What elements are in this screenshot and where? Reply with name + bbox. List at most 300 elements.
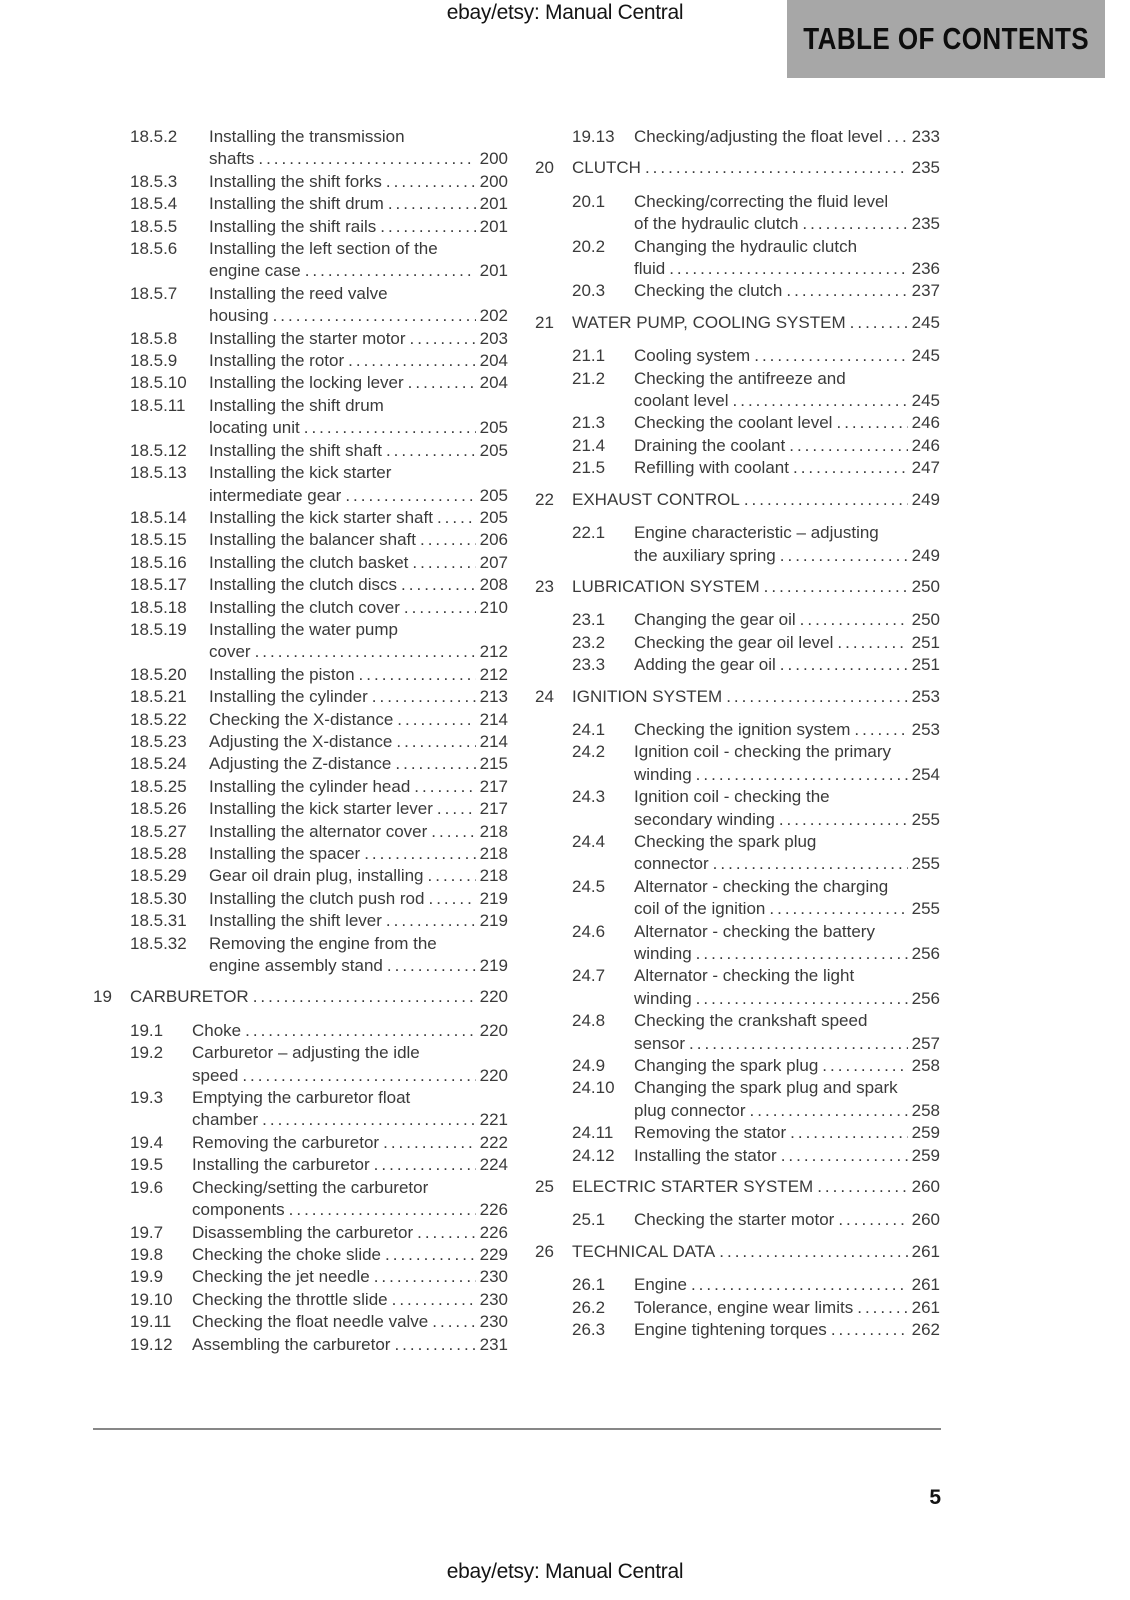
toc-entry-last-line [209,888,508,910]
toc-entry-body [192,1266,508,1288]
toc-entry-number: 18.5.5 [130,216,178,236]
dot-leader [838,1209,907,1231]
toc-entry-page: 213 [479,687,508,707]
toc-entry-body [634,1122,940,1144]
toc-entry-last-line [634,764,940,786]
toc-entry-last-line [634,988,940,1010]
toc-entry-last-line [634,1319,940,1341]
toc-entry-title-line: Checking the crankshaft speed [634,1011,868,1031]
toc-entry-last-line [209,641,508,663]
dot-leader [359,664,476,686]
toc-entry-last-line [209,574,508,596]
toc-entry-title: Checking the gear oil level [634,632,834,652]
dot-leader [696,988,908,1010]
toc-entry-page: 250 [911,610,940,630]
toc-entry-number: 24.2 [572,742,606,762]
toc-entry [93,529,508,551]
toc-entry-page: 201 [479,194,508,214]
toc-entry-last-line [209,910,508,932]
toc-entry-page: 219 [479,888,508,908]
toc-entry-page: 201 [479,216,508,236]
dot-leader [850,312,908,334]
dot-leader [428,865,476,887]
dot-leader [245,1020,475,1042]
toc-entry-body [209,821,508,843]
toc-entry-body [634,280,940,302]
toc-entry-body [209,372,508,394]
dot-leader [388,193,476,215]
toc-entry-title: Installing the kick starter shaft [209,507,433,527]
toc-entry-body [192,1177,508,1222]
toc-entry [93,686,508,708]
toc-entry-title: winding [634,944,692,963]
toc-entry-last-line [209,955,508,977]
dot-leader [781,1145,908,1167]
dot-leader [696,943,908,965]
toc-entry-number: 18.5.20 [130,664,187,684]
toc-entry-number: 21.3 [572,413,606,433]
toc-entry-title-line: Ignition coil - checking the primary [634,742,892,762]
toc-entry [93,126,508,171]
toc-entry-page: 203 [479,328,508,348]
toc-entry-last-line [192,1266,508,1288]
toc-entry-last-line [209,731,508,753]
toc-entry-number: 18.5.17 [130,575,187,595]
toc-entry-last-line [634,280,940,302]
dot-leader [754,345,907,367]
toc-entry [93,1087,508,1132]
dot-leader [854,719,907,741]
toc-entry-number: 23 [535,576,554,596]
toc-entry-number: 18.5.29 [130,866,187,886]
toc-right-column [535,126,940,1356]
toc-entry-title: Installing the clutch discs [209,575,398,595]
toc-entry-title: Cooling system [634,346,751,366]
toc-entry-last-line [209,372,508,394]
toc-entry-page: 261 [911,1297,940,1317]
toc-entry-title: secondary winding [634,809,775,829]
toc-entry [93,216,508,238]
dot-leader [253,986,476,1008]
toc-entry-number: 21.5 [572,458,606,478]
dot-leader [414,776,475,798]
toc-entry [535,876,940,921]
toc-entry-page: 236 [911,259,940,279]
toc-entry-title-line: Checking the spark plug [634,831,817,851]
toc-entry-page: 245 [911,312,940,332]
table-of-contents-banner [787,0,1105,78]
toc-entry-page: 255 [911,809,940,829]
toc-entry [93,910,508,932]
toc-entry-body [209,888,508,910]
toc-entry-title-line: Emptying the carburetor float [192,1088,411,1108]
toc-entry-body [209,776,508,798]
toc-section-entry [535,312,940,334]
dot-leader [408,372,476,394]
dot-leader [790,1122,907,1144]
dot-leader [396,731,475,753]
toc-entry-number: 24.9 [572,1056,606,1076]
toc-entry-body [634,457,940,479]
toc-entry-page: 237 [911,281,940,301]
toc-entry-last-line [634,412,940,434]
toc-entry [93,1289,508,1311]
dot-leader [305,260,476,282]
toc-entry [535,921,940,966]
toc-entry-body [209,529,508,551]
toc-entry-number: 23.3 [572,655,606,675]
toc-entry-number: 18.5.18 [130,597,187,617]
toc-entry-body [572,1241,940,1263]
toc-entry-page: 202 [479,306,508,326]
toc-entry-body [209,328,508,350]
toc-entry-body [634,1010,940,1055]
toc-entry [93,821,508,843]
toc-entry-body [209,440,508,462]
toc-entry-body [634,1274,940,1296]
dot-leader [779,809,908,831]
toc-entry-last-line [209,686,508,708]
toc-entry-last-line [634,1033,940,1055]
toc-entry-title-line: Changing the hydraulic clutch [634,236,858,256]
toc-entry-title: IGNITION SYSTEM [572,686,723,706]
toc-entry-body [192,1311,508,1333]
toc-entry-body [634,632,940,654]
toc-entry-page: 217 [479,799,508,819]
toc-entry-title-line: Carburetor – adjusting the idle [192,1043,420,1063]
toc-entry-title: CARBURETOR [130,987,249,1007]
toc-entry-title-line: Installing the shift drum [209,395,384,415]
toc-entry-last-line [209,417,508,439]
toc-entry-last-line [634,1122,940,1144]
toc-entry-number: 21 [535,312,554,332]
toc-entry-number: 18.5.6 [130,239,178,259]
toc-entry-last-line [634,213,940,235]
toc-entry [93,395,508,440]
toc-entry-last-line [634,457,940,479]
toc-entry-last-line [634,898,940,920]
toc-entry-body [192,1244,508,1266]
toc-entry-title-line: Ignition coil - checking the [634,787,830,807]
toc-entry-last-line [209,193,508,215]
toc-entry-page: 220 [479,1020,508,1040]
toc-entry [93,865,508,887]
toc-entry-title: Tolerance, engine wear limits [634,1297,854,1317]
toc-entry [535,965,940,1010]
toc-entry-title: Checking the coolant level [634,413,833,433]
toc-entry-number: 23.2 [572,632,606,652]
toc-entry-body [572,312,940,334]
toc-entry-page: 205 [479,418,508,438]
toc-entry-title: chamber [192,1110,259,1130]
toc-entry-number: 18.5.7 [130,283,178,303]
toc-entry-body [209,709,508,731]
toc-entry-number: 19.10 [130,1289,173,1309]
toc-entry-page: 215 [479,754,508,774]
dot-leader [386,440,476,462]
toc-entry-number: 26 [535,1241,554,1261]
toc-entry-title: Changing the gear oil [634,610,796,630]
toc-entry-number: 21.1 [572,346,606,366]
toc-entry-title: LUBRICATION SYSTEM [572,576,760,596]
toc-section-entry [535,1241,940,1263]
toc-entry-page: 230 [479,1267,508,1287]
toc-entry-title: plug connector [634,1100,746,1120]
dot-leader [837,632,907,654]
dot-leader [744,489,908,511]
toc-entry-page: 247 [911,458,940,478]
toc-entry [535,412,940,434]
toc-entry [535,786,940,831]
toc-entry-page: 208 [479,575,508,595]
toc-entry [93,597,508,619]
toc-entry-body [634,345,940,367]
toc-entry-body [634,522,940,567]
toc-entry [535,435,940,457]
toc-entry-body [634,786,940,831]
toc-entry-title: Checking the ignition system [634,719,851,739]
toc-entry-last-line [209,216,508,238]
dot-leader [401,574,476,596]
toc-entry-title: Installing the stator [634,1145,777,1165]
toc-entry-number: 18.5.28 [130,844,187,863]
dot-leader [802,213,907,235]
toc-entry-title: the auxiliary spring [634,545,776,565]
toc-entry [535,719,940,741]
toc-entry-body [192,1154,508,1176]
toc-entry-last-line [572,312,940,334]
toc-entry-title: Removing the carburetor [192,1132,380,1152]
toc-entry-page: 218 [479,821,508,841]
toc-entry-number: 20.2 [572,236,606,256]
toc-entry [93,372,508,394]
toc-entry-number: 26.1 [572,1275,606,1295]
toc-entry-body [634,1145,940,1167]
toc-entry-body [209,283,508,328]
toc-entry-body [130,986,508,1008]
page-number: 5 [929,1486,941,1509]
toc-entry-body [209,552,508,574]
toc-entry-title: Checking the choke slide [192,1244,382,1264]
toc-entry [93,1154,508,1176]
toc-entry-body [634,965,940,1010]
toc-section-entry [535,686,940,708]
toc-entry [93,1132,508,1154]
toc-entry-last-line [634,126,940,148]
toc-entry-title: shafts [209,149,255,169]
toc-entry-last-line [634,609,940,631]
toc-entry-number: 24.5 [572,876,606,896]
toc-entry-last-line [209,709,508,731]
toc-entry [93,171,508,193]
toc-entry-number: 22 [535,489,554,509]
toc-entry-number: 18.5.22 [130,709,187,729]
toc-entry-title-line: Alternator - checking the battery [634,921,875,941]
toc-entry [93,1244,508,1266]
toc-entry-body [634,1319,940,1341]
toc-left-column [93,126,508,1356]
toc-entry-number: 24.6 [572,921,606,941]
toc-entry-title: Installing the cylinder head [209,776,411,796]
toc-entry-body [209,843,508,865]
toc-entry-number: 20 [535,158,554,178]
toc-entry [93,350,508,372]
toc-section-entry [535,1176,940,1198]
dot-leader [258,148,475,170]
toc-entry-last-line [634,545,940,567]
toc-entry-last-line [209,529,508,551]
toc-section-entry [535,489,940,511]
toc-entry-body [209,597,508,619]
toc-section-entry [93,986,508,1008]
toc-entry-body [634,1209,940,1231]
toc-entry-body [634,1297,940,1319]
toc-entry-page: 214 [479,709,508,729]
toc-entry-page: 218 [479,844,508,863]
dot-leader [374,1154,476,1176]
toc-entry-title: Disassembling the carburetor [192,1222,414,1242]
toc-entry-number: 18.5.8 [130,328,178,348]
toc-entry [535,1319,940,1341]
toc-entry-body [192,1222,508,1244]
toc-entry [535,126,940,148]
toc-entry-number: 24.11 [572,1123,614,1143]
toc-entry-number: 24.10 [572,1078,615,1098]
dot-leader [289,1199,476,1221]
toc-entry-title: Changing the spark plug [634,1056,819,1076]
toc-entry-page: 245 [911,391,940,411]
toc-entry-title: fluid [634,259,666,279]
toc-entry [535,1010,940,1055]
dot-leader [713,853,908,875]
toc-entry-last-line [192,1199,508,1221]
toc-entry [93,776,508,798]
toc-entry [535,654,940,676]
dot-leader [385,1244,476,1266]
toc-entry-page: 207 [479,552,508,572]
toc-entry-last-line [192,1154,508,1176]
toc-entry [535,280,940,302]
toc-entry-page: 259 [911,1145,940,1165]
toc-entry [93,798,508,820]
toc-entry-body [572,1176,940,1198]
toc-entry [535,1055,940,1077]
toc-entry-number: 18.5.14 [130,507,187,527]
toc-entry-body [209,574,508,596]
toc-entry-page: 206 [479,530,508,550]
toc-entry-title: Choke [192,1020,242,1040]
toc-entry-number: 18.5.13 [130,463,187,483]
toc-entry-page: 258 [911,1056,940,1076]
toc-entry-page: 205 [479,485,508,505]
toc-entry-title: EXHAUST CONTROL [572,489,740,509]
dot-leader [428,888,475,910]
toc-entry [93,753,508,775]
dot-leader [733,390,908,412]
toc-entry-last-line [209,753,508,775]
dot-leader [719,1241,907,1263]
dot-leader [395,753,475,775]
toc-entry-title: Engine [634,1275,687,1295]
toc-entry [535,831,940,876]
toc-entry-body [209,350,508,372]
toc-entry-body [572,157,940,179]
toc-entry-title: Checking the jet needle [192,1267,370,1287]
toc-entry-body [634,719,940,741]
toc-entry-title: Installing the locking lever [209,373,404,393]
toc-entry-title: Checking/adjusting the float level [634,127,883,146]
toc-entry-body [634,368,940,413]
toc-entry-body [634,435,940,457]
toc-entry-body [192,1020,508,1042]
toc-entry-title: Adjusting the Z-distance [209,754,392,774]
toc-entry-number: 25.1 [572,1210,606,1230]
toc-entry-number: 24.7 [572,966,606,986]
toc-entry-number: 22.1 [572,523,606,543]
toc-entry [535,1122,940,1144]
toc-entry-body [209,395,508,440]
toc-entry-page: 245 [911,346,940,366]
toc-entry-number: 25 [535,1177,554,1197]
toc-entry-title-line: Installing the transmission [209,127,405,146]
toc-entry-title-line: Alternator - checking the charging [634,876,889,896]
table-of-contents-title: TABLE OF CONTENTS [803,21,1089,56]
toc-entry-last-line [634,258,940,280]
toc-entry-page: 200 [479,149,508,169]
toc-entry-page: 261 [911,1275,940,1295]
toc-entry-page: 262 [911,1320,940,1340]
dot-leader [397,709,475,731]
toc-entry-last-line [634,1274,940,1296]
toc-entry-number: 18.5.27 [130,821,187,841]
toc-entry-last-line [209,305,508,327]
toc-entry-body [634,831,940,876]
toc-entry [93,888,508,910]
dot-leader [383,1132,476,1154]
toc-entry-last-line [209,776,508,798]
dot-leader [394,1334,475,1356]
toc-entry-last-line [634,345,940,367]
toc-entry-number: 24.8 [572,1011,606,1031]
toc-entry-title: Checking the float needle valve [192,1312,429,1332]
toc-entry-body [209,238,508,283]
toc-entry [93,1020,508,1042]
toc-entry-title: Installing the carburetor [192,1155,370,1175]
toc-entry-page: 214 [479,731,508,751]
dot-leader [831,1319,908,1341]
toc-entry-title-line: Checking/correcting the fluid level [634,191,889,211]
toc-entry-title: Removing the stator [634,1123,787,1143]
toc-entry-title-line: Installing the kick starter [209,463,392,483]
toc-entry-last-line [634,809,940,831]
toc-entry-last-line [192,1289,508,1311]
toc-entry-title: Installing the clutch push rod [209,888,425,908]
toc-entry-last-line [634,1100,940,1122]
toc-entry-number: 18.5.31 [130,911,187,931]
toc-entry-last-line [192,1222,508,1244]
toc-entry-number: 19.9 [130,1267,164,1287]
toc-entry-number: 18.5.26 [130,799,187,819]
toc-entry-body [572,686,940,708]
toc-entry-title-line: Removing the engine from the [209,933,437,953]
toc-entry-title: Installing the shift forks [209,171,382,191]
toc-entry-body [209,865,508,887]
dot-leader [304,417,476,439]
toc-entry [535,345,940,367]
toc-entry-page: 260 [911,1210,940,1230]
toc-entry-page: 218 [479,866,508,886]
toc-entry-title: Gear oil drain plug, installing [209,866,424,886]
